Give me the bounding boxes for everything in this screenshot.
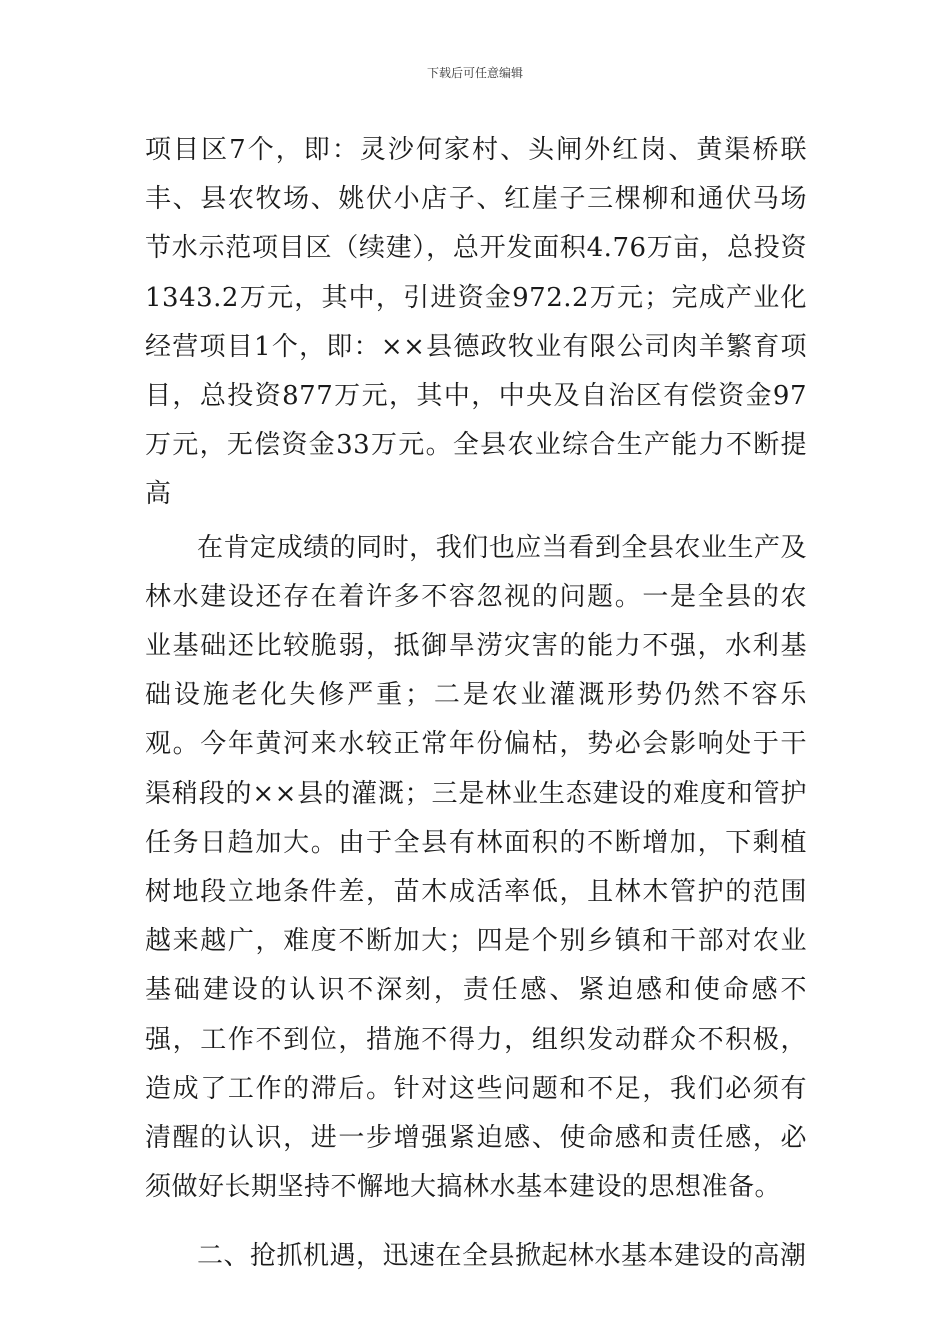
document-body — [145, 126, 807, 1282]
section-heading: 二、抢抓机遇，迅速在全县掀起林水基本建设的高潮 — [197, 1241, 807, 1272]
paragraph-project-summary: 项目区7个，即：灵沙何家村、头闸外红岗、黄渠桥联丰、县农牧场、姚伏小店子、红崖子三棵柳和通伏马场节水示范项目区（续建），总开发面积4.76万亩，总投资1343.2万元，其中，引进资金972.2万元；完成产业化经营项目1个，即：××县德政牧业有限公司肉羊繁育项目，总投资877万元，其中，中央及自治区有偿资金97万元，无偿资金33万元。全县农业综合生产能力不断提高 — [145, 135, 807, 510]
paragraph-problems: 在肯定成绩的同时，我们也应当看到全县农业生产及林水建设还存在着许多不容忽视的问题。一是全县的农业基础还比较脆弱，抵御旱涝灾害的能力不强，水利基础设施老化失修严重；二是农业灌溉形势仍然不容乐观。今年黄河来水较正常年份偏枯，势必会影响处于干渠稍段的××县的灌溉；三是林业生态建设的难度和管护任务日趋加大。由于全县有林面积的不断增加，下剩植树地段立地条件差，苗木成活率低，且林木管护的范围越来越广，难度不断加大；四是个别乡镇和干部对农业基础建设的认识不深刻，责任感、紧迫感和使命感不强，工作不到位，措施不得力，组织发动群众不积极，造成了工作的滞后。针对这些问题和不足，我们必须有清醒的认识，进一步增强紧迫感、使命感和责任感，必须做好长期坚持不懈地大搞林水基本建设的思想准备。 — [145, 532, 807, 1203]
page-header-note: 下载后可任意编辑 — [426, 66, 523, 80]
